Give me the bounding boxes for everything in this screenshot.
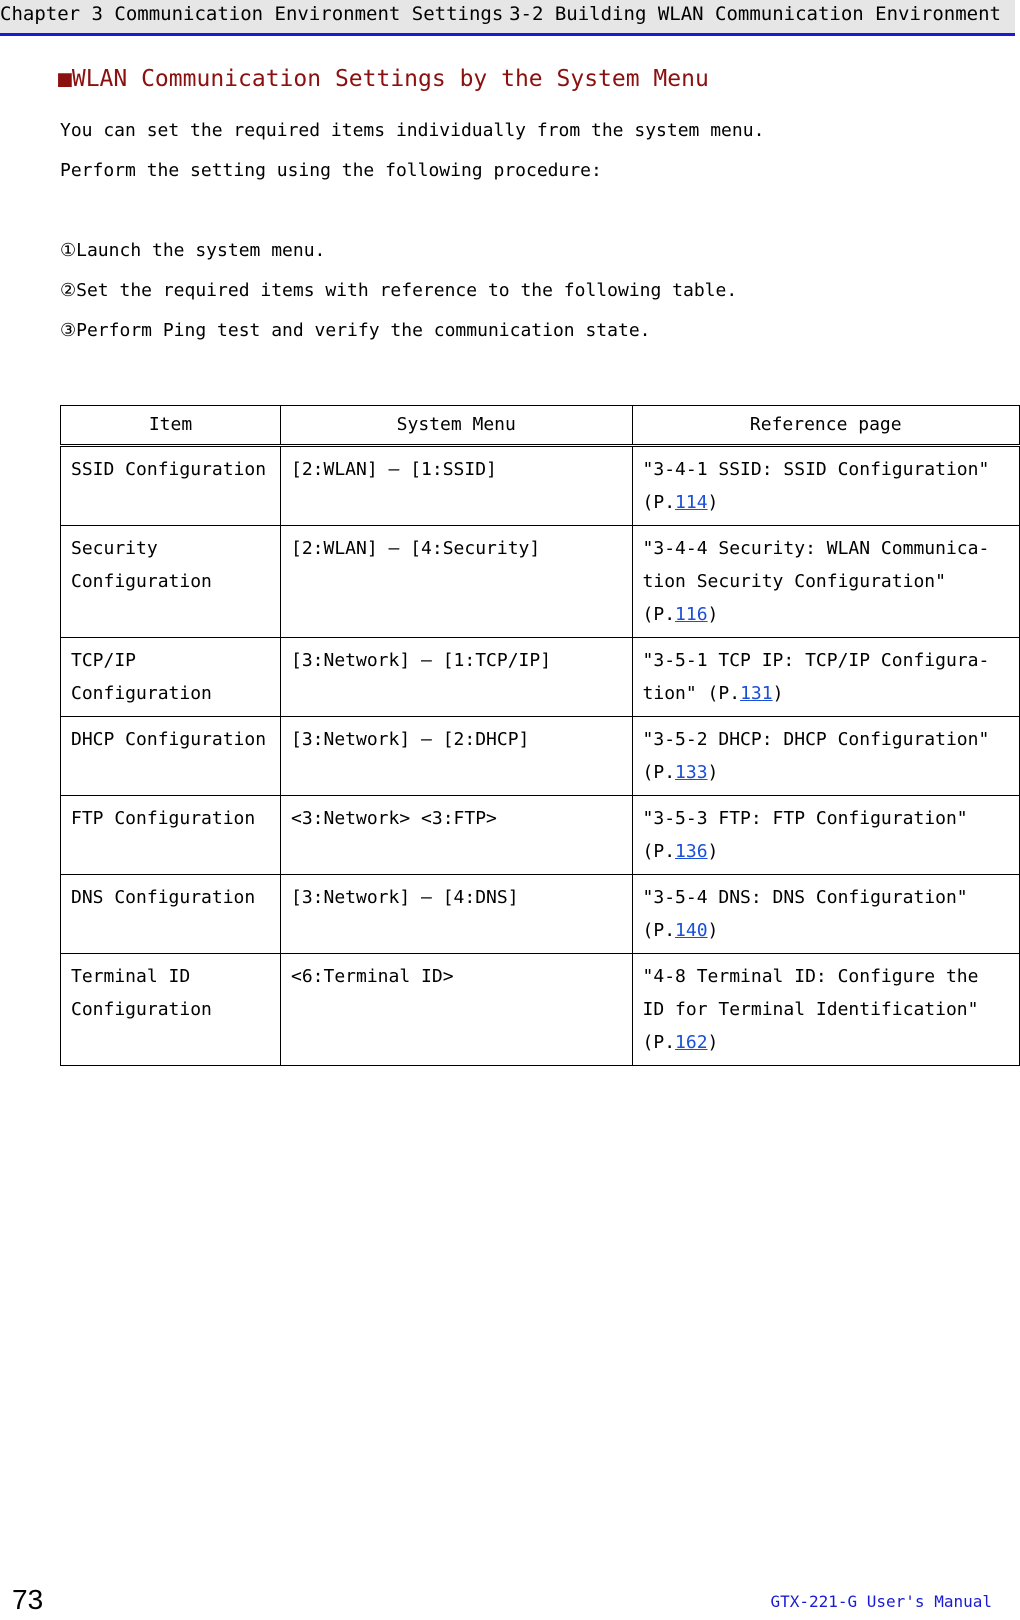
reference-close: )	[707, 762, 719, 783]
table-row	[61, 717, 1020, 796]
page-link[interactable]: 133	[675, 762, 708, 783]
page-link[interactable]: 116	[675, 604, 708, 625]
cell-reference	[632, 446, 1019, 526]
cell-system-menu: <6:Terminal ID>	[280, 954, 632, 1066]
cell-item: Security Configuration	[61, 526, 281, 638]
cell-item: Terminal ID Configuration	[61, 954, 281, 1066]
page-link[interactable]: 162	[675, 1032, 708, 1053]
page-link[interactable]: 114	[675, 492, 708, 513]
reference-text: "3-5-3 FTP: FTP Configuration" (P.	[642, 808, 968, 862]
table-row	[61, 526, 1020, 638]
reference-text: "3-5-1 TCP IP: TCP/IP Configura-tion" (P.	[642, 650, 990, 704]
table-row	[61, 446, 1020, 526]
reference-close: )	[707, 841, 719, 862]
header-system-menu: System Menu	[280, 406, 632, 446]
page-link[interactable]: 140	[675, 920, 708, 941]
cell-system-menu: [3:Network] ― [2:DHCP]	[280, 717, 632, 796]
table-row	[61, 954, 1020, 1066]
cell-reference	[632, 526, 1019, 638]
page-link[interactable]: 136	[675, 841, 708, 862]
step-3: ③Perform Ping test and verify the communication state.	[60, 320, 651, 341]
cell-item: DNS Configuration	[61, 875, 281, 954]
cell-item: DHCP Configuration	[61, 717, 281, 796]
intro-line-1: You can set the required items individually from the system menu.	[60, 120, 765, 141]
cell-reference	[632, 954, 1019, 1066]
intro-line-2: Perform the setting using the following procedure:	[60, 160, 602, 181]
cell-system-menu: [3:Network] ― [4:DNS]	[280, 875, 632, 954]
reference-text: "3-4-4 Security: WLAN Communica-tion Security Configuration" (P.	[642, 538, 990, 625]
page-header	[0, 0, 1015, 36]
cell-reference	[632, 875, 1019, 954]
cell-system-menu: [3:Network] ― [1:TCP/IP]	[280, 638, 632, 717]
reference-close: )	[707, 920, 719, 941]
table-row	[61, 796, 1020, 875]
manual-name: GTX-221-G User's Manual	[770, 1592, 992, 1611]
section-heading: 3-2 Building WLAN Communication Environment	[509, 2, 1001, 25]
settings-table	[60, 405, 1020, 1066]
cell-reference	[632, 638, 1019, 717]
reference-close: )	[707, 492, 719, 513]
reference-text: "3-4-1 SSID: SSID Configuration" (P.	[642, 459, 990, 513]
reference-text: "3-5-2 DHCP: DHCP Configuration" (P.	[642, 729, 990, 783]
cell-system-menu: [2:WLAN] ― [4:Security]	[280, 526, 632, 638]
header-reference-page: Reference page	[632, 406, 1019, 446]
cell-item: SSID Configuration	[61, 446, 281, 526]
chapter-title: Chapter 3 Communication Environment Settings	[0, 2, 504, 25]
step-1: ①Launch the system menu.	[60, 240, 326, 261]
table-row	[61, 875, 1020, 954]
table-row	[61, 638, 1020, 717]
cell-reference	[632, 717, 1019, 796]
header-item: Item	[61, 406, 281, 446]
cell-reference	[632, 796, 1019, 875]
reference-close: )	[707, 604, 719, 625]
cell-system-menu: [2:WLAN] ― [1:SSID]	[280, 446, 632, 526]
reference-text: "4-8 Terminal ID: Configure the ID for Terminal Identification" (P.	[642, 966, 979, 1053]
page-link[interactable]: 131	[740, 683, 773, 704]
page-number: 73	[12, 1584, 44, 1615]
cell-item: FTP Configuration	[61, 796, 281, 875]
reference-close: )	[772, 683, 784, 704]
cell-item: TCP/IP Configuration	[61, 638, 281, 717]
reference-close: )	[707, 1032, 719, 1053]
cell-system-menu: <3:Network> <3:FTP>	[280, 796, 632, 875]
table-header-row	[61, 406, 1020, 446]
step-2: ②Set the required items with reference to the following table.	[60, 280, 738, 301]
section-title: ■WLAN Communication Settings by the System Menu	[58, 66, 709, 92]
reference-text: "3-5-4 DNS: DNS Configuration" (P.	[642, 887, 968, 941]
